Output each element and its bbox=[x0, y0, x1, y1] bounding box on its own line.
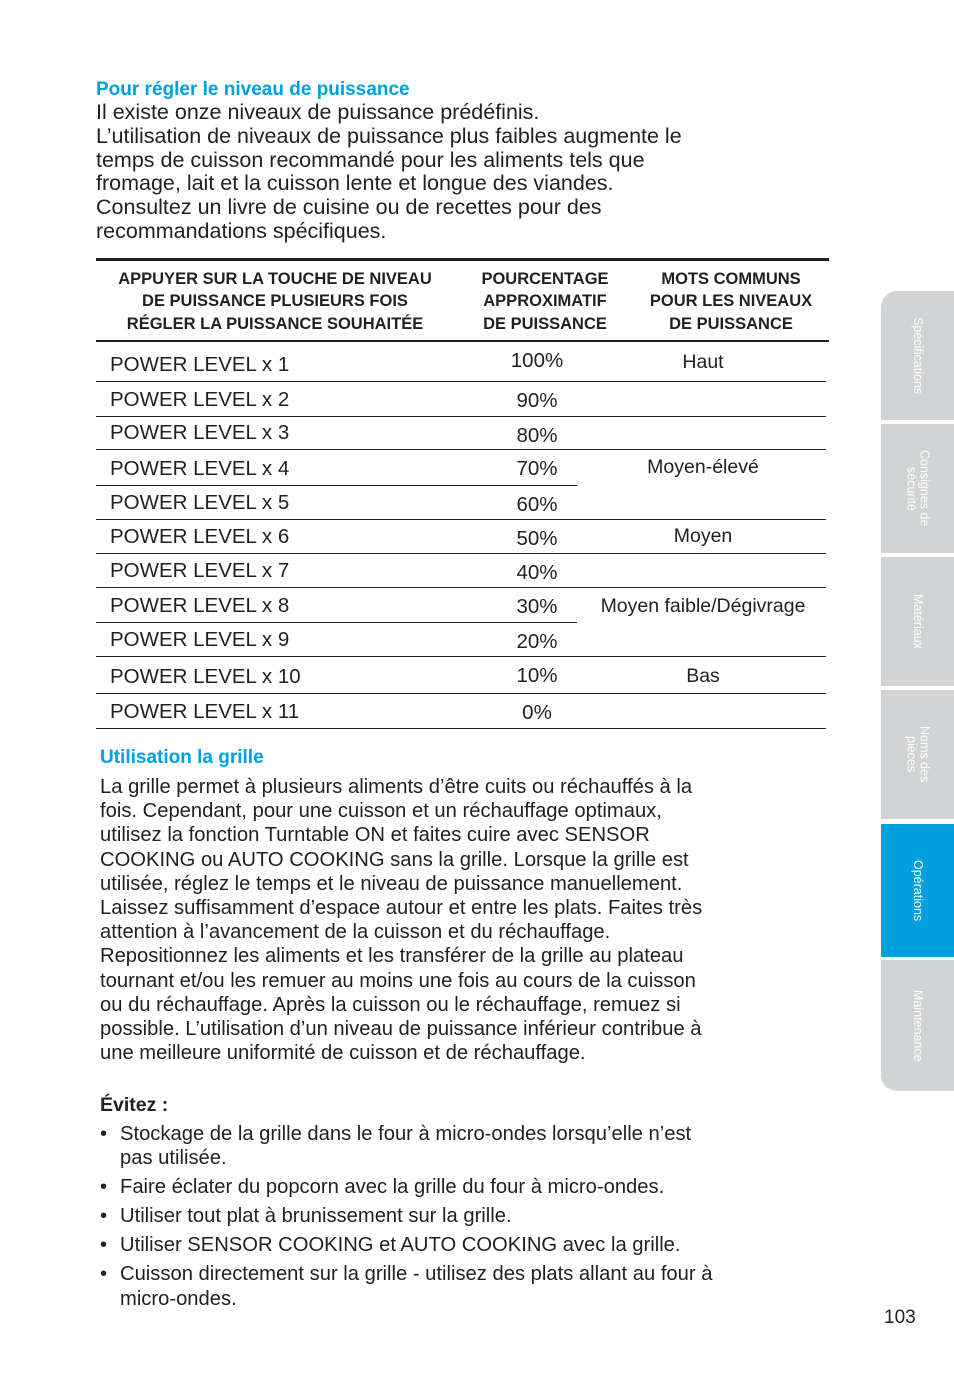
power-level-cell: POWER LEVEL x 8 bbox=[110, 594, 290, 617]
tab-label: Matériaux bbox=[911, 594, 925, 649]
power-level-cell: POWER LEVEL x 4 bbox=[110, 457, 290, 480]
list-item: • Cuisson directement sur la grille - utilisez des plats allant au four à micro-ondes. bbox=[100, 1263, 713, 1310]
list-item: • Stockage de la grille dans le four à micro-ondes lorsqu’elle n’est pas utilisée. bbox=[100, 1123, 692, 1170]
body-line: COOKING ou AUTO COOKING sans la grille. Lorsque la grille est bbox=[100, 848, 689, 871]
body-line: attention à l’avancement de la cuisson et du réchauffage. bbox=[100, 921, 611, 944]
power-level-section-title: Pour régler le niveau de puissance bbox=[96, 79, 410, 100]
list-item: • Utiliser SENSOR COOKING et AUTO COOKING avec la grille. bbox=[100, 1234, 681, 1257]
percentage-cell: 20% bbox=[516, 630, 558, 653]
power-level-cell: POWER LEVEL x 11 bbox=[110, 700, 300, 723]
body-line: La grille permet à plusieurs aliments d’être cuits ou réchauffés à la bbox=[100, 776, 693, 798]
tab-specifications[interactable] bbox=[881, 291, 954, 420]
power-level-cell: POWER LEVEL x 2 bbox=[110, 388, 290, 411]
bullet-marker: • bbox=[100, 1123, 108, 1145]
bullet-marker: • bbox=[100, 1234, 108, 1257]
percentage-cell: 100% bbox=[510, 349, 564, 372]
power-level-intro bbox=[96, 101, 826, 244]
intro-line: recommandations spécifiques. bbox=[96, 218, 387, 243]
header-press-key: APPUYER SUR LA TOUCHE DE NIVEAU DE PUISSANCE PLUSIEURS FOIS RÉGLER LA PUISSANCE SOUHAITÉE bbox=[118, 270, 432, 333]
intro-line: temps de cuisson recommandé pour les aliments tels que bbox=[96, 147, 645, 172]
common-word-moyen-faible: Moyen faible/Dégivrage bbox=[600, 595, 806, 617]
body-line: fois. Cependant, pour une cuisson et un réchauffage optimaux, bbox=[100, 800, 662, 823]
avoid-list bbox=[100, 1122, 830, 1316]
body-line: une meilleure uniformité de cuisson et de réchauffage. bbox=[100, 1042, 586, 1065]
power-level-cell: POWER LEVEL x 10 bbox=[110, 665, 301, 688]
page-number: 103 bbox=[884, 1307, 916, 1328]
table-row bbox=[96, 417, 826, 450]
header-percentage: POURCENTAGE APPROXIMATIF DE PUISSANCE bbox=[481, 270, 609, 333]
tab-label: Consignes de sécurité bbox=[904, 450, 932, 527]
bullet-marker: • bbox=[100, 1176, 108, 1199]
percentage-cell: 30% bbox=[516, 595, 558, 618]
rack-body-text bbox=[100, 775, 826, 1065]
common-word-moyen: Moyen bbox=[673, 525, 733, 547]
common-word-bas: Bas bbox=[686, 665, 720, 687]
table-row bbox=[96, 486, 826, 520]
bullet-marker: • bbox=[100, 1263, 108, 1286]
bullet-marker: • bbox=[100, 1205, 108, 1228]
percentage-cell: 70% bbox=[516, 457, 558, 480]
body-line: utilisée, réglez le temps et le niveau de puissance manuellement. bbox=[100, 872, 683, 895]
percentage-cell: 80% bbox=[516, 424, 558, 447]
body-line: ou du réchauffage. Après la cuisson ou le réchauffage, remuez si bbox=[100, 993, 681, 1016]
power-level-cell: POWER LEVEL x 9 bbox=[110, 628, 290, 651]
body-line: possible. L’utilisation d’un niveau de puissance inférieur contribue à bbox=[100, 1018, 702, 1041]
tab-parts-names[interactable] bbox=[881, 690, 954, 819]
percentage-cell: 40% bbox=[516, 561, 558, 584]
rack-section-title: Utilisation la grille bbox=[100, 747, 264, 768]
common-word-haut: Haut bbox=[682, 351, 724, 373]
table-row bbox=[96, 382, 826, 417]
power-level-cell: POWER LEVEL x 7 bbox=[110, 559, 290, 582]
body-line: Laissez suffisamment d’espace autour et entre les plats. Faites très bbox=[100, 897, 703, 920]
section-tabs bbox=[881, 291, 954, 1091]
common-word-moyen-eleve: Moyen-élevé bbox=[647, 456, 759, 478]
table-row bbox=[96, 694, 826, 729]
percentage-cell: 10% bbox=[516, 664, 558, 687]
tab-label: Maintenance bbox=[911, 989, 925, 1062]
table-row bbox=[96, 623, 826, 657]
body-line: tournant et/ou les remuer au moins une fois au cours de la cuisson bbox=[100, 969, 696, 992]
intro-line: Consultez un livre de cuisine ou de recettes pour des bbox=[96, 195, 602, 220]
percentage-cell: 90% bbox=[516, 389, 558, 412]
power-level-cell: POWER LEVEL x 5 bbox=[110, 491, 290, 514]
list-item: • Utiliser tout plat à brunissement sur la grille. bbox=[100, 1205, 512, 1228]
percentage-cell: 0% bbox=[522, 701, 552, 724]
intro-line: Il existe onze niveaux de puissance prédéfinis. bbox=[96, 100, 540, 124]
list-item: • Faire éclater du popcorn avec la grille du four à micro-ondes. bbox=[100, 1176, 665, 1199]
body-line: utilisez la fonction Turntable ON et faites cuire avec SENSOR bbox=[100, 824, 650, 847]
power-level-table bbox=[96, 258, 829, 730]
table-row bbox=[96, 554, 826, 588]
tab-label: Spécifications bbox=[911, 316, 925, 395]
tab-label: Noms des pièces bbox=[904, 726, 932, 783]
tab-safety[interactable] bbox=[881, 424, 954, 553]
tab-maintenance[interactable] bbox=[881, 960, 954, 1091]
body-line: Repositionnez les aliments et les transférer de la grille au plateau bbox=[100, 945, 684, 968]
percentage-cell: 60% bbox=[516, 493, 558, 516]
power-level-cell: POWER LEVEL x 1 bbox=[110, 353, 290, 376]
avoid-heading: Évitez : bbox=[100, 1094, 169, 1116]
tab-operations[interactable] bbox=[881, 824, 954, 957]
header-common-words: MOTS COMMUNS POUR LES NIVEAUX DE PUISSANCE bbox=[649, 270, 813, 333]
percentage-cell: 50% bbox=[516, 527, 558, 550]
intro-line: fromage, lait et la cuisson lente et longue des viandes. bbox=[96, 171, 614, 196]
table-top-rule bbox=[96, 258, 829, 261]
tab-label: Opérations bbox=[911, 859, 925, 922]
tab-materials[interactable] bbox=[881, 557, 954, 686]
power-level-cell: POWER LEVEL x 3 bbox=[110, 421, 290, 444]
power-level-cell: POWER LEVEL x 6 bbox=[110, 525, 290, 548]
intro-line: L’utilisation de niveaux de puissance plus faibles augmente le bbox=[96, 123, 682, 148]
